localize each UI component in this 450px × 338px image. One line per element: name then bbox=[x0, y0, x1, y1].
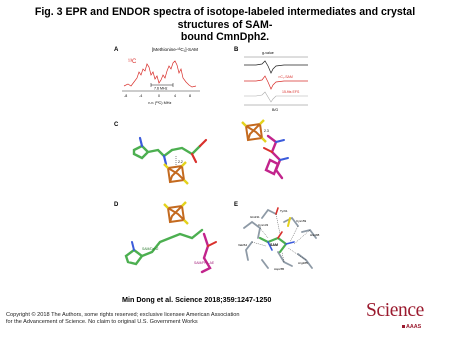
figure-panels bbox=[112, 42, 338, 274]
fe-s-cluster-d bbox=[164, 202, 188, 224]
panel-b bbox=[234, 47, 308, 112]
panel-a-title: [Methionine-¹³C₁]-SAM bbox=[152, 47, 198, 52]
residue-label: Cys133 bbox=[258, 223, 269, 227]
distance-label: 2.2 bbox=[178, 160, 183, 164]
science-logo: Science bbox=[366, 300, 424, 321]
residue-label: Tyr91 bbox=[280, 209, 288, 213]
sam-overlay-magenta bbox=[202, 234, 216, 272]
title-line-2: bound CmnDph2. bbox=[180, 31, 270, 43]
sam-label: SAM bbox=[270, 243, 278, 247]
epr-trace-black bbox=[244, 61, 308, 73]
aaas-text: AAAS bbox=[406, 324, 422, 330]
panel-a bbox=[114, 47, 200, 105]
panel-c-letter: C bbox=[114, 122, 119, 128]
figure-title bbox=[20, 6, 430, 44]
copyright-notice bbox=[6, 312, 326, 326]
panel-a-letter: A bbox=[114, 47, 119, 53]
panel-b-top-label: g-value bbox=[262, 51, 274, 55]
panel-c bbox=[114, 120, 288, 184]
residue-label: Gln231 bbox=[250, 215, 260, 219]
scale-label: 7.6 MHz bbox=[154, 86, 168, 91]
distance-label: 2.3 bbox=[264, 129, 269, 133]
trace1-label: ¹³C₁-SAM bbox=[278, 75, 293, 79]
aaas-mark-icon bbox=[402, 325, 405, 328]
fe-s-cluster-right bbox=[242, 120, 266, 142]
label-sam-dph2: SAM/Dph2 bbox=[142, 247, 159, 251]
figure-citation: Min Dong et al. Science 2018;359:1247-1250 bbox=[122, 295, 272, 304]
panel-b-letter: B bbox=[234, 47, 239, 53]
residue-label: Val264 bbox=[238, 243, 248, 247]
sam-molecule-right bbox=[264, 136, 288, 178]
sam-molecule-left bbox=[134, 138, 206, 164]
panel-e bbox=[234, 202, 320, 271]
copyright-line-1: Copyright © 2018 The Authors, some rights reserved; exclusive licensee American Association bbox=[6, 312, 240, 318]
residue-label: Arg285 bbox=[298, 261, 308, 265]
sam-overlay-green bbox=[126, 230, 202, 264]
copyright-line-2: for the Advancement of Science. No claim to original U.S. Government Works bbox=[6, 319, 198, 325]
tick-label: 0 bbox=[158, 94, 160, 98]
epr-trace-red bbox=[244, 76, 308, 89]
fe-s-cluster-left bbox=[164, 162, 188, 184]
aaas-logo bbox=[402, 324, 421, 330]
label-sam-pfl-ae: SAM/PFL-AE bbox=[194, 261, 215, 265]
trace2-label: 15-fits EFS bbox=[282, 90, 300, 94]
panel-b-xlabel: B/G bbox=[272, 108, 279, 112]
panel-a-isotope-label: ¹³C bbox=[128, 59, 137, 65]
tick-label: -4 bbox=[139, 94, 143, 98]
panel-a-xlabel: ν-νₗ (¹³C) MHz bbox=[148, 101, 172, 105]
tick-label: -8 bbox=[124, 94, 128, 98]
panel-d-letter: D bbox=[114, 202, 119, 208]
panel-e-letter: E bbox=[234, 202, 239, 208]
residue-label: Cys159 bbox=[296, 219, 307, 223]
tick-label: 8 bbox=[189, 94, 191, 98]
title-line-1: Fig. 3 EPR and ENDOR spectra of isotope-labeled intermediates and crystal structures of SAM- bbox=[34, 6, 416, 31]
residue-label: Asp285 bbox=[274, 267, 285, 271]
panel-d bbox=[114, 202, 216, 272]
tick-label: 4 bbox=[174, 94, 176, 98]
residue-label: His188 bbox=[310, 233, 320, 237]
